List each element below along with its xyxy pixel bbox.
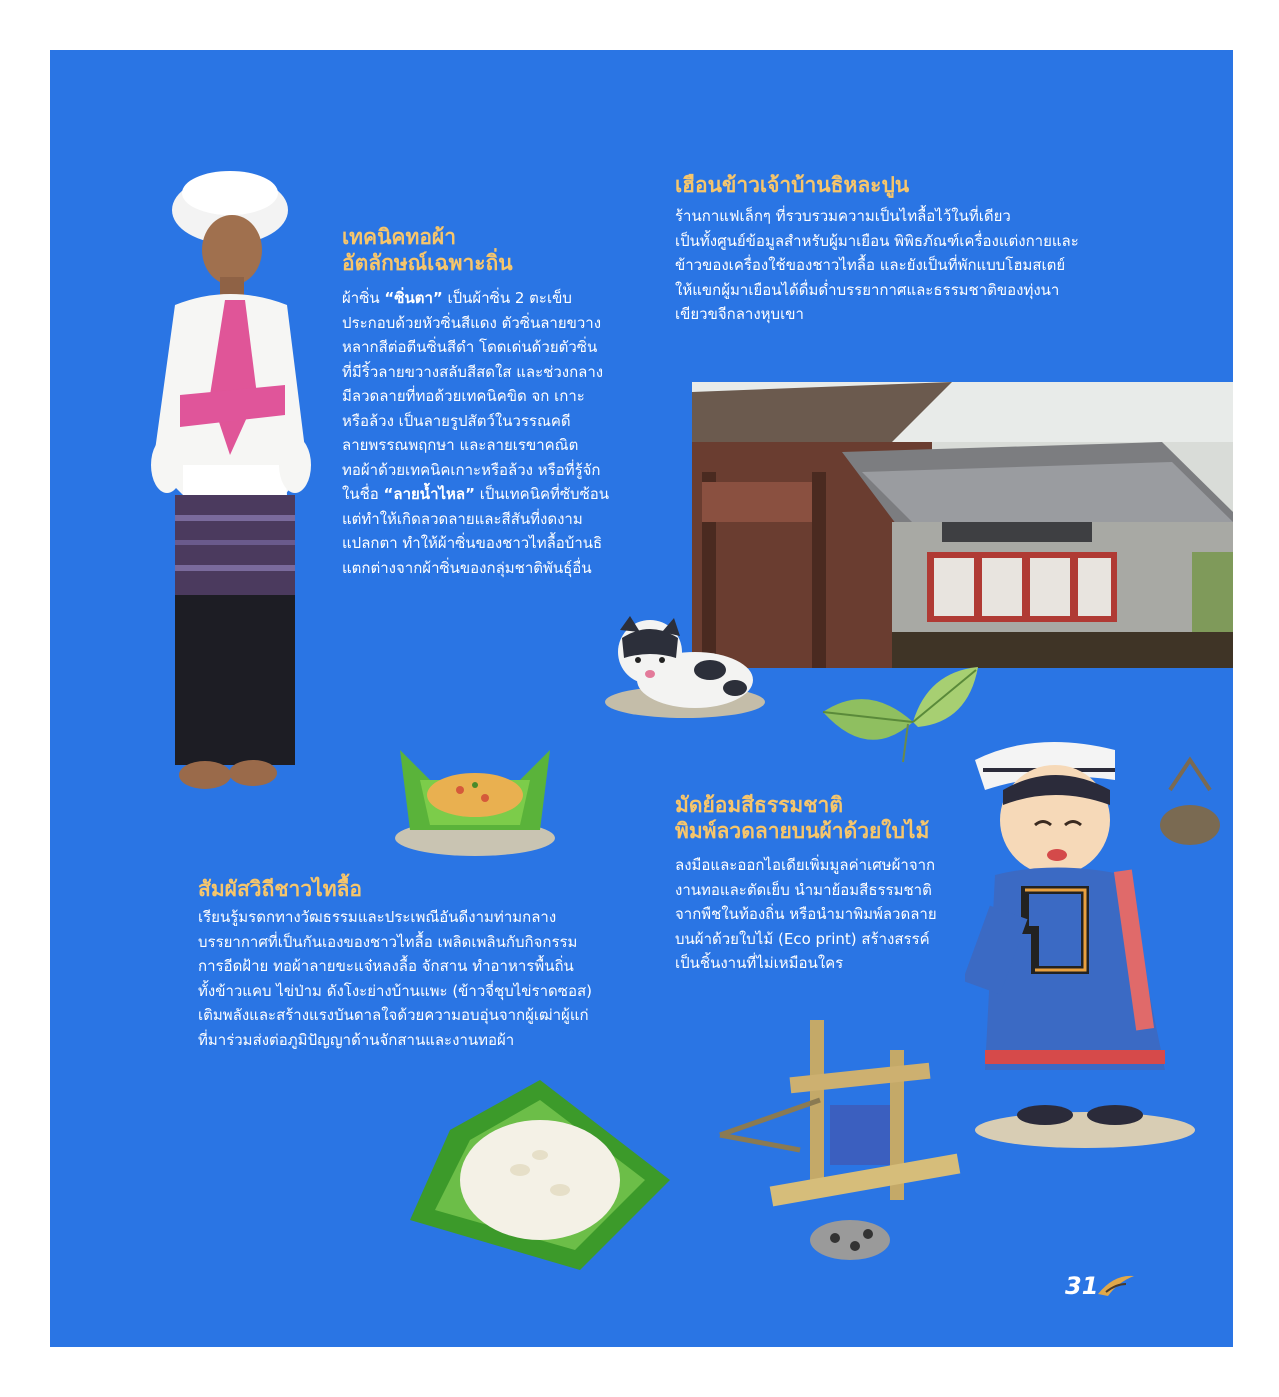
lifestyle-line: เติมพลังและสร้างแรงบันดาลใจด้วยความอบอุ่นจากผู้เฒ่าผู้แก่ [198, 1006, 589, 1024]
lifestyle-line: การอีดฝ้าย ทอผ้าลายขะแจ๋หลงลื้อ จักสาน ทำอาหารพื้นถิ่น [198, 957, 574, 975]
woman-photo [135, 165, 325, 805]
weaving-line: ทอผ้าด้วยเทคนิคเกาะหรือล้วง หรือที่รู้จัก [342, 460, 601, 479]
weaving-line: ที่มีริ้วลายขวางสลับสีสดใส และช่วงกลาง [342, 362, 604, 381]
banana-leaf-dish-illustration [390, 740, 560, 860]
weaving-line: หลากสีต่อตีนซิ่นสีดำ โดดเด่นด้วยตัวซิ่น [342, 338, 598, 356]
dyeing-line: เป็นชิ้นงานที่ไม่เหมือนใคร [675, 954, 844, 972]
lifestyle-paragraph [198, 905, 658, 1052]
cat-illustration [600, 610, 770, 720]
weaving-line: แตกต่างจากผ้าซิ่นของกลุ่มชาติพันธุ์อื่น [342, 558, 592, 577]
homestay-paragraph [675, 204, 1145, 327]
homestay-line: เป็นทั้งศูนย์ข้อมูลสำหรับผู้มาเยือน พิพิธภัณฑ์เครื่องแต่งกายและ [675, 231, 1079, 250]
homestay-line: ให้แขกผู้มาเยือนได้ดื่มด่ำบรรยากาศและธรรมชาติของทุ่งนา [675, 280, 1060, 299]
dyeing-title [675, 792, 929, 844]
homestay-line: ข้าวของเครื่องใช้ของชาวไทลื้อ และยังเป็นที่พักแบบโฮมสเตย์ [675, 256, 1066, 274]
rice-cracker-illustration [390, 1070, 680, 1280]
weaving-line: แต่ทำให้เกิดลวดลายและสีสันที่งดงาม [342, 509, 583, 528]
weaving-line: ในชื่อ “ลายน้ำไหล” เป็นเทคนิคที่ซับซ้อน [342, 485, 610, 503]
lifestyle-line: ทั้งข้าวแคบ ไข่ป่าม ดังโงะย่างบ้านแพะ (ข้าวจี่ชุบไข่ราดซอส) [198, 981, 592, 1000]
weaving-line: ผ้าซิ่น “ซิ่นตา” เป็นผ้าซิ่น 2 ตะเข็บ [342, 289, 572, 307]
spinning-wheel-illustration [710, 1010, 980, 1270]
house-photo [692, 382, 1233, 668]
homestay-line: ร้านกาแฟเล็กๆ ที่รวบรวมความเป็นไทลื้อไว้ในที่เดียว [675, 207, 1011, 225]
lifestyle-title: สัมผัสวิถีชาวไทลื้อ [198, 877, 363, 901]
weaving-line: แปลกตา ทำให้ผ้าซิ่นของชาวไทลื้อบ้านธิ [342, 534, 603, 552]
dyeing-title-line1: มัดย้อมสีธรรมชาติ [675, 793, 843, 817]
weaving-line: มีลวดลายที่ทอด้วยเทคนิคขิด จก เกาะ [342, 387, 585, 405]
dyeing-line: ลงมือและออกไอเดียเพิ่มมูลค่าเศษผ้าจาก [675, 856, 936, 874]
lifestyle-line: บรรยากาศที่เป็นกันเองของชาวไทลื้อ เพลิดเพลินกับกิจกรรม [198, 932, 578, 951]
dyeing-line: บนผ้าด้วยใบไม้ (Eco print) สร้างสรรค์ [675, 929, 930, 948]
homestay-title: เฮือนข้าวเจ้าบ้านธิหละปูน [675, 173, 910, 197]
dyeing-line: จากพืชในท้องถิ่น หรือนำมาพิมพ์ลวดลาย [675, 905, 937, 923]
weaving-title [342, 224, 513, 276]
weaving-line: ลายพรรณพฤกษา และลายเรขาคณิต [342, 436, 579, 454]
dyeing-paragraph [675, 853, 975, 976]
weaving-line: หรือล้วง เป็นลายรูปสัตว์ในวรรณคดี [342, 411, 571, 430]
dyeing-line: งานทอและตัดเย็บ นำมาย้อมสีธรรมชาติ [675, 880, 932, 899]
weaving-paragraph [342, 286, 642, 580]
magazine-page [50, 50, 1233, 1347]
weaving-title-line2: อัตลักษณ์เฉพาะถิ่น [342, 251, 513, 275]
weaving-title-line1: เทคนิคทอผ้า [342, 225, 457, 249]
bird-ornament-icon [1096, 1270, 1136, 1300]
lifestyle-line: ที่มาร่วมส่งต่อภูมิปัญญาด้านจักสานและงานทอผ้า [198, 1030, 515, 1049]
homestay-line: เขียวขจีกลางหุบเขา [675, 305, 804, 323]
lifestyle-line: เรียนรู้มรดกทางวัฒธรรมและประเพณีอันดีงามท่ามกลาง [198, 908, 557, 926]
weaving-line: ประกอบด้วยหัวซิ่นสีแดง ตัวซิ่นลายขวาง [342, 313, 602, 332]
boy-illustration [965, 730, 1225, 1150]
page-number: 31 [1065, 1272, 1099, 1300]
dyeing-title-line2: พิมพ์ลวดลายบนผ้าด้วยใบไม้ [675, 819, 930, 843]
